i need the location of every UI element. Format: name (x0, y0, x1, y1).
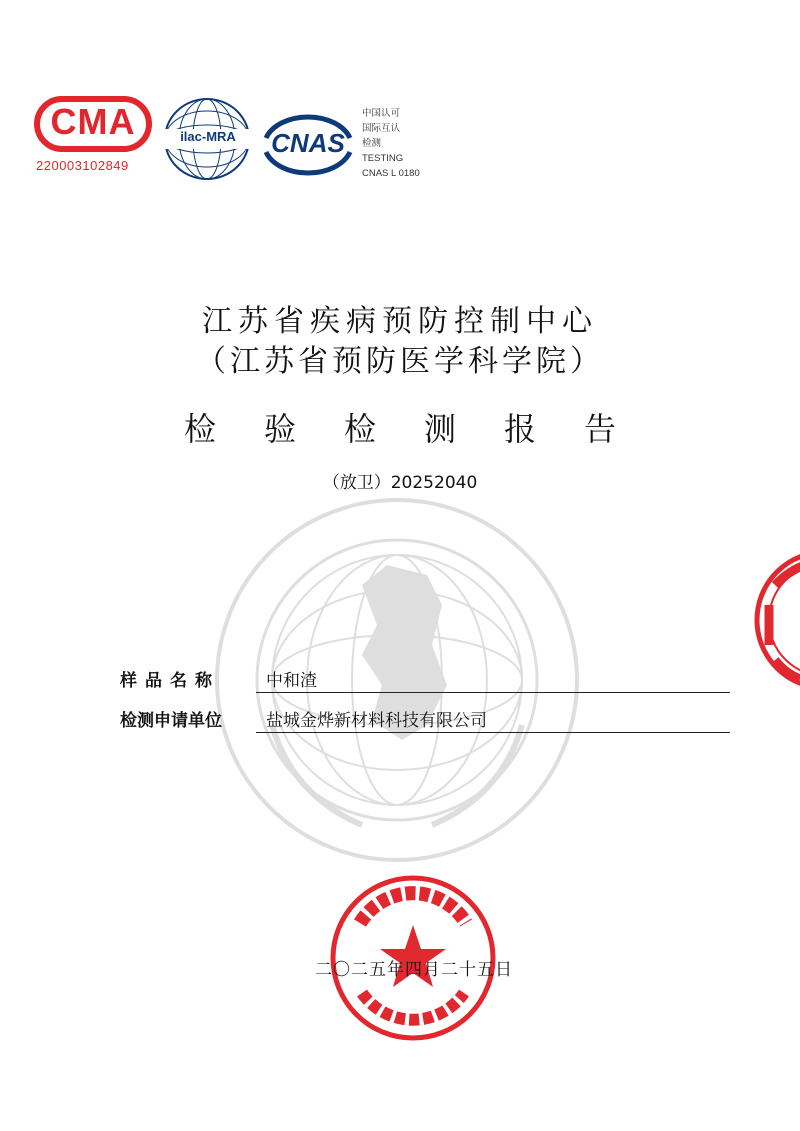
cnas-caption-line: CNAS L 0180 (362, 168, 420, 179)
report-number: （放卫）20252040 (322, 473, 478, 493)
sample-name-underline (256, 692, 730, 693)
cma-certificate-number: 220003102849 (36, 158, 129, 173)
document-title: 检验检测报告 (183, 410, 664, 448)
cma-logo (30, 92, 160, 180)
institution-alias: （江苏省预防医学科学院） (196, 344, 604, 379)
institution-name: 江苏省疾病预防控制中心 (202, 304, 598, 339)
cnas-caption-line: TESTING (362, 153, 404, 164)
cma-mark-icon: CMA (50, 101, 136, 142)
client-label: 检测申请单位 (120, 711, 222, 731)
report-date: 二〇二五年四月二十五日 (315, 960, 513, 980)
client-underline (256, 732, 730, 733)
client-value: 盐城金烨新材料科技有限公司 (266, 711, 487, 731)
cnas-caption-line: 中国认可 (362, 108, 401, 119)
cnas-caption (362, 106, 472, 181)
cnas-caption-line: 检测 (362, 138, 382, 149)
ilac-mra-logo (160, 95, 255, 185)
ilac-mra-text: ilac-MRA (180, 129, 236, 144)
cnas-caption-line: 国际互认 (362, 123, 401, 134)
red-seal-stamp-icon (745, 545, 800, 695)
cnas-logo (258, 108, 358, 180)
sample-name-label: 样品名称 (120, 671, 220, 691)
cnas-text: CNAS (271, 128, 345, 158)
sample-name-field (120, 664, 730, 694)
sample-name-value: 中和渣 (266, 671, 317, 691)
client-field (120, 704, 730, 734)
